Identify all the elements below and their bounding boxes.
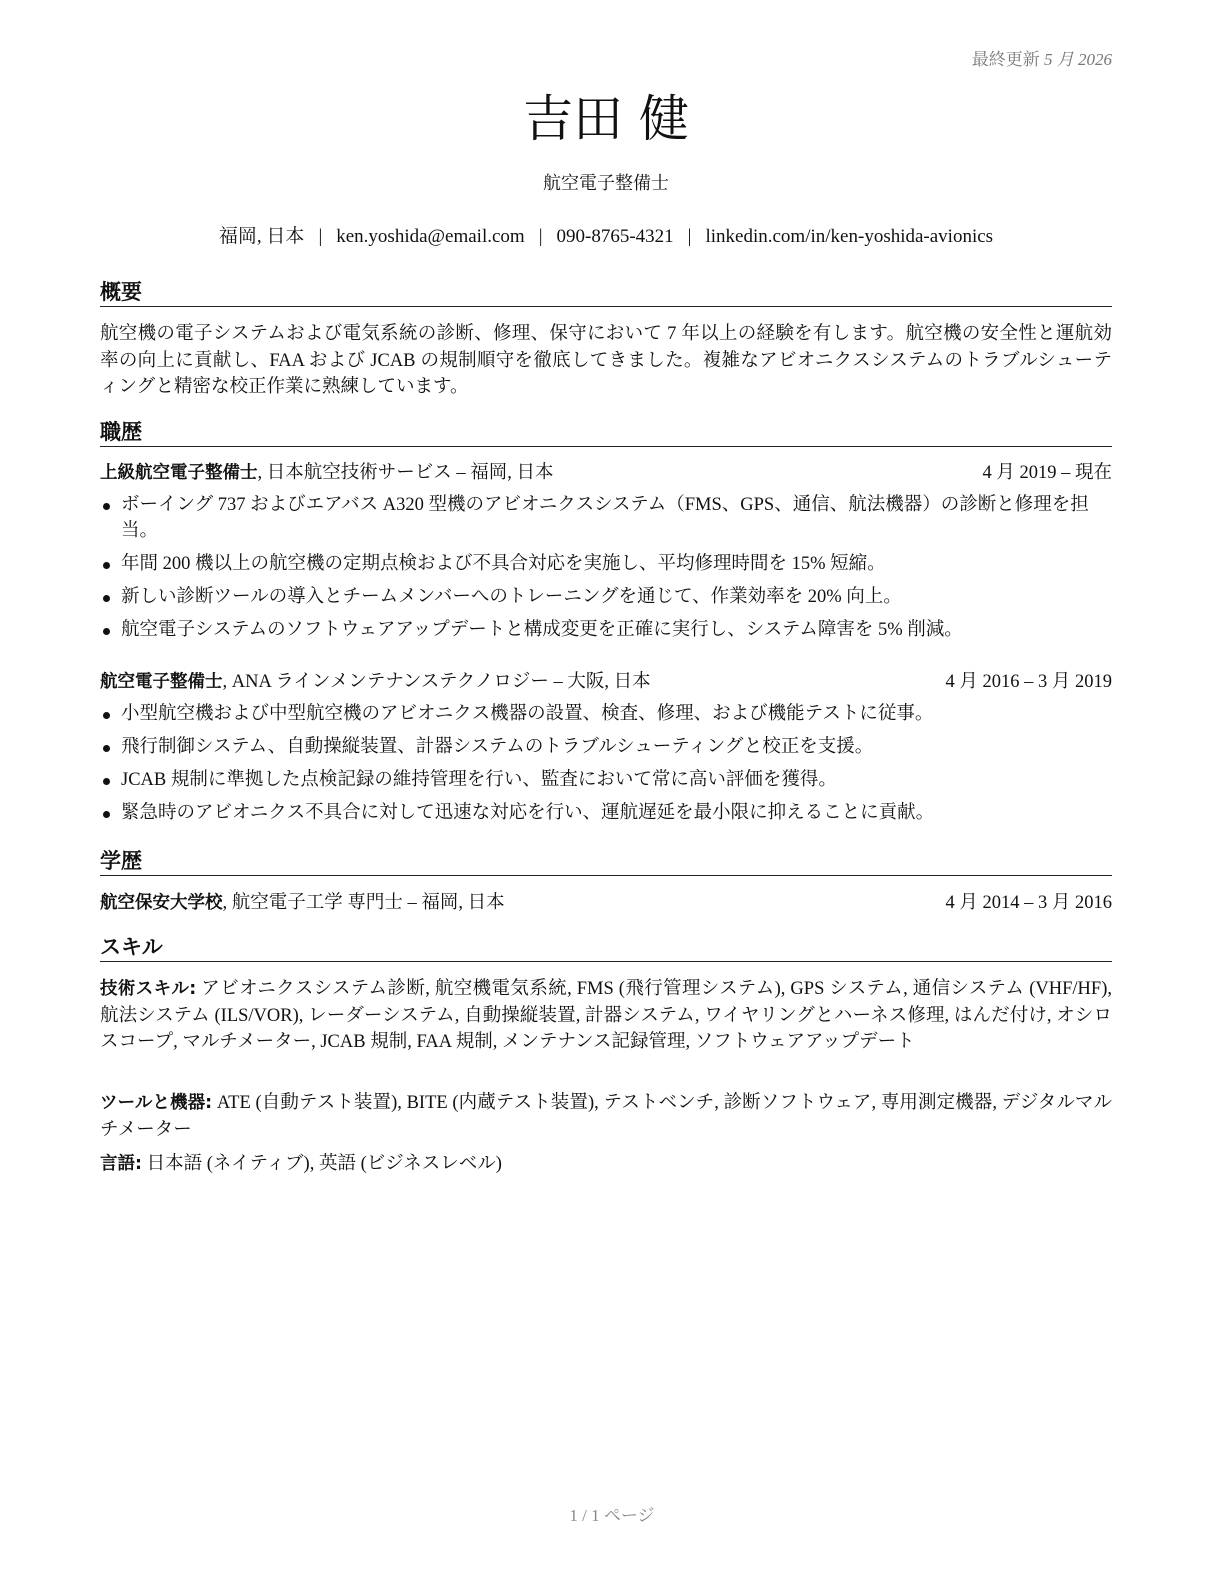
bullet-icon: [103, 811, 110, 818]
job-entry-header: [100, 669, 1112, 695]
list-item: [100, 767, 1112, 793]
contact-separator: |: [318, 226, 323, 247]
bullet-icon: [103, 562, 110, 569]
bullet-text: 小型航空機および中型航空機のアビオニクス機器の設置、検査、修理、および機能テストに従事。: [121, 704, 934, 724]
bullet-icon: [103, 778, 110, 785]
job-dates: 4 月 2016 – 3 月 2019: [945, 672, 1112, 692]
contact-phone: 090-8765-4321: [556, 226, 674, 247]
summary-text: 航空機の電子システムおよび電気系統の診断、修理、保守において 7 年以上の経験を有します。航空機の安全性と運航効率の向上に貢献し、FAA および JCAB の規制順守を徹底してきました。複雑なアビオニクスシステムのトラブルシューティングと精密な校正作業に熟練しています。: [100, 324, 1112, 397]
bullet-text: JCAB 規制に準拠した点検記録の維持管理を行い、監査において常に高い評価を獲得。: [121, 770, 837, 790]
list-item: [100, 701, 1112, 727]
bullet-text: 年間 200 機以上の航空機の定期点検および不具合対応を実施し、平均修理時間を 15% 短縮。: [121, 554, 886, 574]
education-school: 航空保安大学校: [100, 893, 223, 913]
list-item: [100, 492, 1112, 544]
contact-line: [100, 224, 1112, 250]
skill-value: アビオニクスシステム診断, 航空機電気系統, FMS (飛行管理システム), GPS システム, 通信システム (VHF/HF), 航法システム (ILS/VOR), レーダーシステム, 自動操縦装置, 計器システム, ワイヤリングとハーネス修理, はんだ付け, オシロスコープ, マルチメーター, JCAB 規制, FAA 規制, メンテナンス記録管理, ソフトウェアアップデート: [100, 979, 1112, 1052]
skill-value: 日本語 (ネイティブ), 英語 (ビジネスレベル): [142, 1154, 502, 1174]
job-role: 上級航空電子整備士: [100, 463, 258, 483]
skill-label: 言語:: [100, 1154, 142, 1174]
section-heading-experience: 職歴: [100, 418, 1112, 447]
job-organization: , 日本航空技術サービス – 福岡, 日本: [257, 463, 554, 483]
contact-linkedin-link[interactable]: linkedin.com/in/ken-yoshida-avionics: [705, 226, 994, 247]
skill-label: ツールと機器:: [100, 1093, 213, 1113]
contact-email-link[interactable]: ken.yoshida@email.com: [336, 226, 525, 247]
bullet-icon: [103, 712, 110, 719]
contact-separator: |: [687, 226, 692, 247]
job-role: 航空電子整備士: [100, 672, 223, 692]
bullet-text: 航空電子システムのソフトウェアアップデートと構成変更を正確に実行し、システム障害を 5% 削減。: [121, 620, 963, 640]
job-organization: , ANA ラインメンテナンステクノロジー – 大阪, 日本: [222, 672, 651, 692]
list-item: [100, 551, 1112, 577]
education-detail: , 航空電子工学 専門士 – 福岡, 日本: [222, 893, 505, 913]
section-heading-education: 学歴: [100, 847, 1112, 876]
list-item: [100, 584, 1112, 610]
bullet-text: ボーイング 737 およびエアバス A320 型機のアビオニクスシステム（FMS、GPS、通信、航法機器）の診断と修理を担当。: [121, 495, 1089, 541]
section-heading-summary: 概要: [100, 278, 1112, 307]
skill-label: 技術スキル:: [100, 979, 197, 999]
bullet-text: 飛行制御システム、自動操縦装置、計器システムのトラブルシューティングと校正を支援。: [121, 737, 874, 757]
list-item: [100, 734, 1112, 760]
bullet-icon: [103, 503, 110, 510]
education-entry-header: [100, 890, 1112, 916]
skill-group-technical: [100, 976, 1112, 1056]
contact-location: 福岡, 日本: [218, 226, 305, 247]
last-updated-label: 最終更新: [971, 50, 1040, 69]
bullet-text: 新しい診断ツールの導入とチームメンバーへのトレーニングを通じて、作業効率を 20% 向上。: [121, 587, 902, 607]
skill-value: ATE (自動テスト装置), BITE (内蔵テスト装置), テストベンチ, 診断ソフトウェア, 専用測定機器, デジタルマルチメーター: [100, 1093, 1112, 1140]
bullet-text: 緊急時のアビオニクス不具合に対して迅速な対応を行い、運航遅延を最小限に抑えることに貢献。: [121, 803, 935, 823]
candidate-name: 吉田 健: [523, 90, 689, 148]
list-item: [100, 617, 1112, 643]
job-bullets: [100, 492, 1112, 650]
job-entry-header: [100, 460, 1112, 486]
bullet-icon: [103, 595, 110, 602]
contact-separator: |: [538, 226, 543, 247]
page-indicator: 1 / 1 ページ: [569, 1506, 655, 1525]
list-item: [100, 800, 1112, 826]
job-bullets: [100, 701, 1112, 833]
education-dates: 4 月 2014 – 3 月 2016: [945, 893, 1112, 913]
last-updated-date: 5 月 2026: [1044, 50, 1112, 69]
job-title: 航空電子整備士: [543, 173, 669, 193]
bullet-icon: [103, 745, 110, 752]
skill-group-languages: [100, 1151, 1112, 1178]
job-dates: 4 月 2019 – 現在: [982, 463, 1112, 483]
last-updated: [972, 45, 1112, 70]
skill-group-tools: [100, 1090, 1112, 1143]
section-heading-skills: スキル: [100, 933, 1112, 962]
bullet-icon: [103, 628, 110, 635]
